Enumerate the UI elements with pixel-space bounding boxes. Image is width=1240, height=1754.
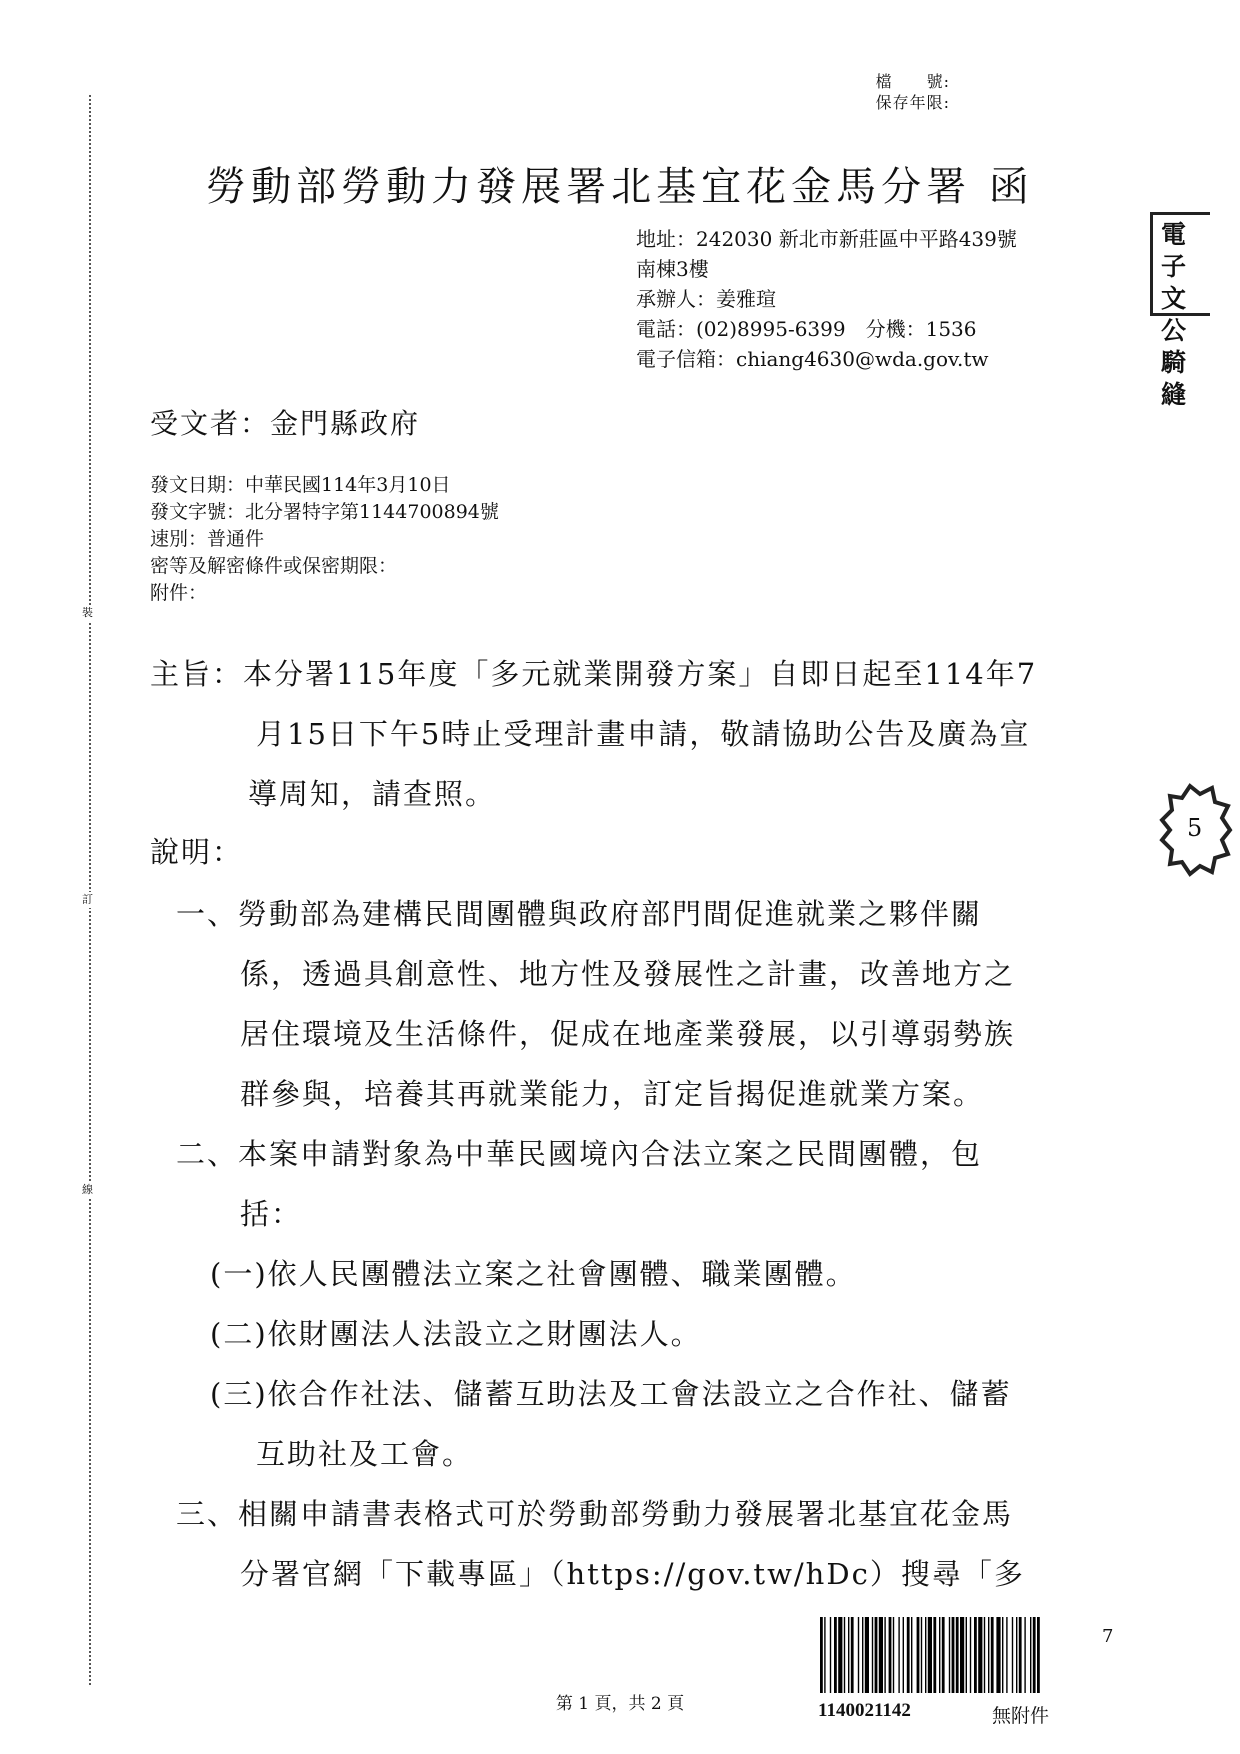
barcode-bar: [1033, 1617, 1036, 1693]
item-two-line2: 括：: [240, 1197, 303, 1231]
attachment: 附件：: [150, 582, 208, 604]
electronic-seal-stamp: [1150, 212, 1210, 409]
issue-date: 發文日期：中華民國114年3月10日: [150, 474, 451, 496]
barcode-bar: [970, 1617, 971, 1693]
barcode-number: 1140021142: [818, 1700, 911, 1721]
barcode-bar: [834, 1617, 837, 1693]
barcode-bar: [824, 1617, 825, 1693]
sub-item-3-line2: 互助社及工會。: [256, 1437, 474, 1471]
barcode-bar: [917, 1617, 920, 1693]
barcode-bar: [911, 1617, 912, 1693]
contact-block: [636, 224, 1106, 374]
barcode-bars: [818, 1615, 1098, 1695]
barcode-bar: [820, 1617, 823, 1693]
stamp-line1: 電子: [1161, 220, 1190, 281]
gear-seal-icon: [1160, 780, 1230, 880]
barcode-bar: [978, 1617, 982, 1693]
gear-seal-label: 5: [1187, 814, 1203, 842]
barcode-bar: [960, 1617, 964, 1693]
handler: 承辦人：姜雅瑄: [636, 287, 776, 311]
sub-item-3-line1: (三)依合作社法、儲蓄互助法及工會法設立之合作社、儲蓄: [210, 1377, 1012, 1411]
explanation-label: 說明：: [150, 835, 244, 869]
no-attachment-label: 無附件: [992, 1705, 1050, 1727]
barcode-bar: [925, 1617, 926, 1693]
barcode-bar: [928, 1617, 932, 1693]
stamp-line3: 騎縫: [1161, 348, 1190, 409]
recipient: 受文者：金門縣政府: [150, 407, 421, 440]
barcode-bar: [966, 1617, 967, 1693]
binding-dotted-line: [89, 95, 91, 1685]
barcode-bar: [974, 1617, 977, 1693]
barcode-bar: [991, 1617, 994, 1693]
barcode-bar: [921, 1617, 922, 1693]
archive-retention: 保存年限:: [875, 93, 950, 112]
sub-item-2: (二)依財團法人法設立之財團法人。: [210, 1317, 702, 1351]
document-title: 勞動部勞動力發展署北基宜花金馬分署 函: [206, 164, 1034, 210]
barcode-bar: [872, 1617, 873, 1693]
issue-number: 發文字號：北分署特字第1144700894號: [150, 501, 499, 523]
barcode-bar: [939, 1617, 940, 1693]
item-one-line4: 群參與，培養其再就業能力，訂定旨揭促進就業方案。: [240, 1077, 985, 1111]
barcode-bar: [1030, 1617, 1031, 1693]
barcode-bar: [848, 1617, 849, 1693]
barcode: [818, 1615, 1098, 1699]
binding-char-zhuang: 裝: [82, 606, 93, 619]
barcode-bar: [875, 1617, 878, 1693]
barcode-bar: [949, 1617, 950, 1693]
page-sequence: 7: [1102, 1626, 1114, 1647]
address-line1: 地址：242030 新北市新莊區中平路439號: [636, 227, 1017, 251]
barcode-bar: [933, 1617, 936, 1693]
phone: 電話：(02)8995-6399 分機：1536: [636, 317, 977, 341]
barcode-bar: [830, 1617, 831, 1693]
barcode-bar: [1024, 1617, 1025, 1693]
item-three-line2: 分署官網「下載專區」（https://gov.tw/hDc）搜尋「多: [240, 1557, 1025, 1591]
issue-meta: [150, 472, 499, 607]
barcode-bar: [1002, 1617, 1003, 1693]
barcode-bar: [952, 1617, 955, 1693]
barcode-bar: [1012, 1617, 1013, 1693]
barcode-bar: [862, 1617, 863, 1693]
barcode-bar: [942, 1617, 945, 1693]
item-one-line3: 居住環境及生活條件，促成在地產業發展，以引導弱勢族: [240, 1017, 1016, 1051]
barcode-bar: [844, 1617, 845, 1693]
secrecy-level: 密等及解密條件或保密期限：: [150, 555, 398, 577]
barcode-bar: [1016, 1617, 1017, 1693]
stamp-line2: 文公: [1161, 284, 1190, 345]
barcode-bar: [838, 1617, 842, 1693]
binding-char-xian: 線: [82, 1183, 93, 1196]
barcode-bar: [889, 1617, 892, 1693]
item-one-line2: 係，透過具創意性、地方性及發展性之計畫，改善地方之: [240, 957, 1016, 991]
barcode-bar: [851, 1617, 854, 1693]
barcode-bar: [988, 1617, 989, 1693]
subject-line1: 主旨：本分署115年度「多元就業開發方案」自即日起至114年7: [150, 657, 1038, 691]
item-three-line1: 三、相關申請書表格式可於勞動部勞動力發展署北基宜花金馬: [176, 1497, 1014, 1531]
barcode-bar: [884, 1617, 885, 1693]
email: 電子信箱：chiang4630@wda.gov.tw: [636, 347, 989, 371]
barcode-bar: [1006, 1617, 1007, 1693]
sub-item-1: (一)依人民團體法立案之社會團體、職業團體。: [210, 1257, 857, 1291]
address-line2: 南棟3樓: [636, 257, 709, 281]
subject-line2: 月15日下午5時止受理計畫申請，敬請協助公告及廣為宣: [256, 717, 1031, 751]
barcode-bar: [1019, 1617, 1022, 1693]
page-indicator: 第 1 頁，共 2 頁: [555, 1694, 685, 1714]
barcode-bar: [858, 1617, 859, 1693]
barcode-bar: [903, 1617, 904, 1693]
barcode-bar: [984, 1617, 985, 1693]
barcode-bar: [865, 1617, 869, 1693]
barcode-bar: [879, 1617, 883, 1693]
barcode-bar: [1037, 1617, 1040, 1693]
barcode-bar: [996, 1617, 1000, 1693]
barcode-bar: [898, 1617, 899, 1693]
subject-line3: 導周知，請查照。: [248, 777, 497, 811]
speed-class: 速別：普通件: [150, 528, 265, 550]
barcode-bar: [893, 1617, 894, 1693]
item-one-line1: 一、勞動部為建構民間團體與政府部門間促進就業之夥伴關: [176, 897, 983, 931]
item-two-line1: 二、本案申請對象為中華民國境內合法立案之民間團體，包: [176, 1137, 983, 1171]
barcode-bar: [956, 1617, 959, 1693]
barcode-bar: [907, 1617, 910, 1693]
archive-file-number: 檔 號:: [875, 72, 950, 91]
binding-char-ding: 訂: [82, 893, 93, 906]
